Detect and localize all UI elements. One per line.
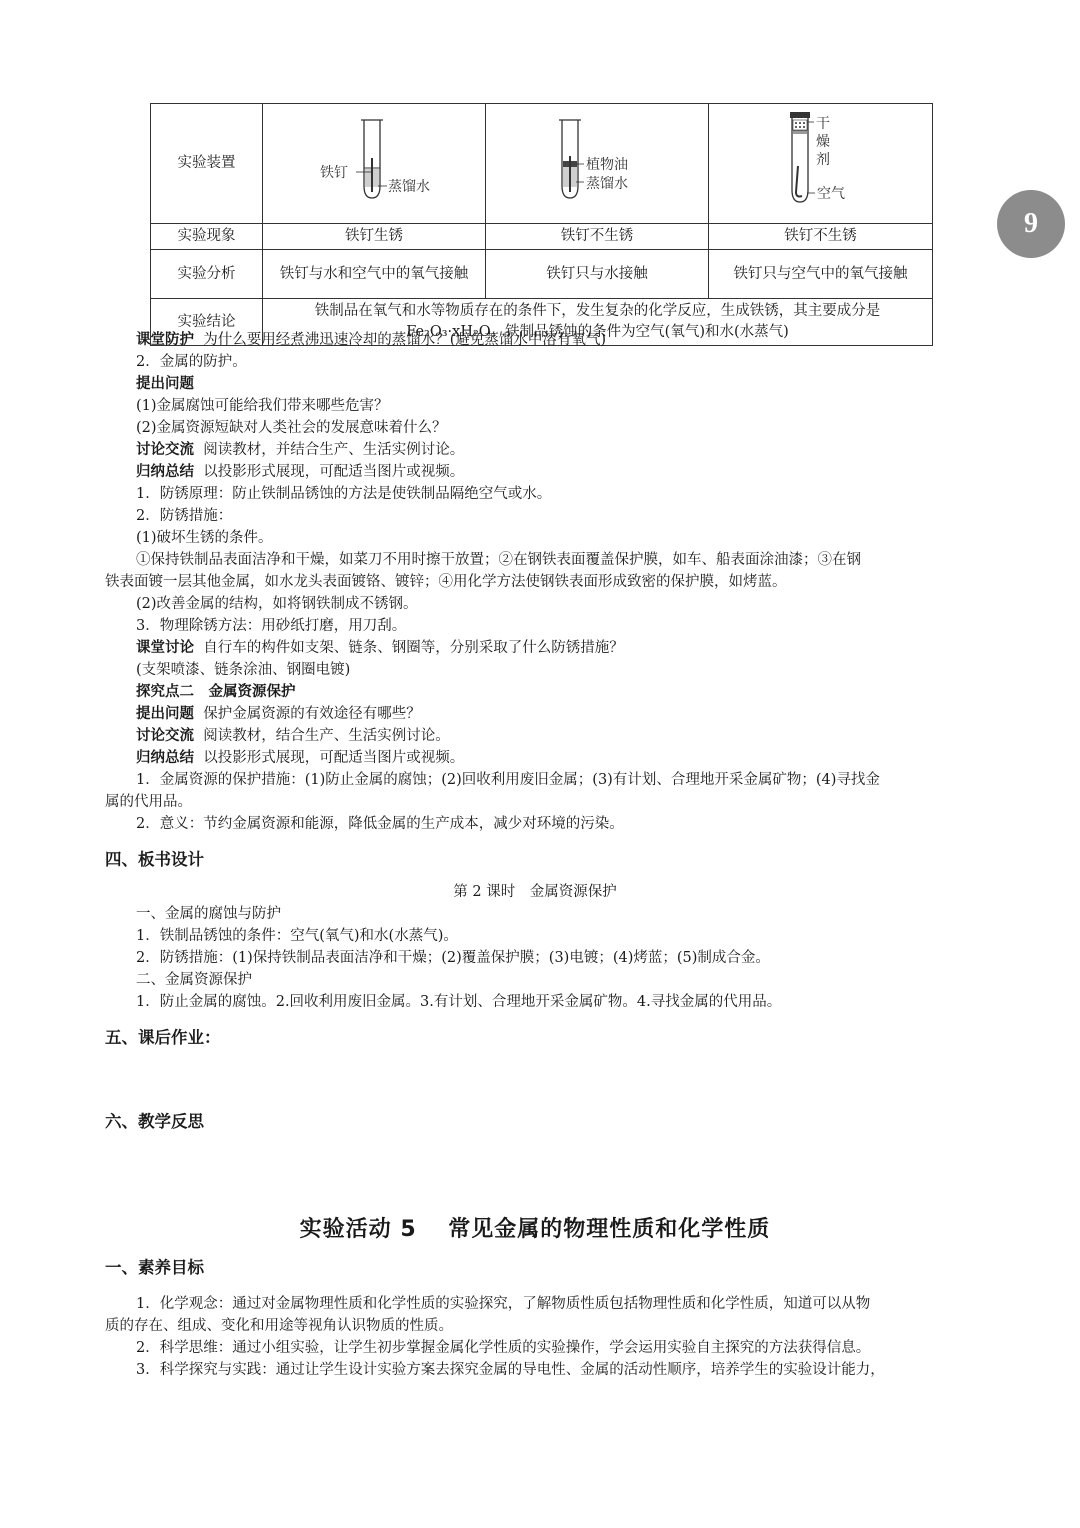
header-analysis: 实验分析 <box>151 250 263 299</box>
page-number-badge: 9 <box>997 190 1065 258</box>
apparatus-row <box>151 104 933 224</box>
paragraph: (1)破坏生锈的条件。 <box>136 530 273 546</box>
board-line: 一、金属的腐蚀与防护 <box>136 906 281 922</box>
svg-text:空气: 空气 <box>816 186 845 202</box>
paragraph: 1．化学观念：通过对金属物理性质和化学性质的实验探究，了解物质性质包括物理性质和化学性质，知道可以从物 <box>136 1296 871 1312</box>
paragraph <box>105 329 965 351</box>
paragraph: 3．科学探究与实践：通过让学生设计实验方案去探究金属的导电性、金属的活动性顺序，培养学生的实验设计能力， <box>136 1362 885 1378</box>
apparatus-tube-1 <box>263 104 486 224</box>
inline-text: 以投影形式展现，可配适当图片或视频。 <box>203 750 465 766</box>
activity-title: 实验活动 5 常见金属的物理性质和化学性质 <box>299 1217 771 1242</box>
paragraph: (支架喷漆、链条涂油、钢圈电镀) <box>136 662 351 678</box>
svg-text:燥: 燥 <box>815 134 830 150</box>
inline-text: 为什么要用经煮沸迅速冷却的蒸馏水？(避免蒸馏水中溶有氧气) <box>203 332 607 348</box>
inline-label: 归纳总结 <box>136 749 194 766</box>
experiment-table <box>150 103 933 346</box>
inline-text: 自行车的构件如支架、链条、钢圈等，分别采取了什么防锈措施？ <box>203 640 624 656</box>
paragraph: 提出问题 <box>136 375 194 392</box>
conclusion-line: 铁制品在氧气和水等物质存在的条件下，发生复杂的化学反应，生成铁锈，其主要成分是 <box>314 303 881 319</box>
paragraph: 1．防锈原理：防止铁制品锈蚀的方法是使铁制品隔绝空气或水。 <box>136 486 552 502</box>
inline-label: 提出问题 <box>136 705 194 722</box>
paragraph: 属的代用品。 <box>105 794 192 810</box>
paragraph: 铁表面镀一层其他金属，如水龙头表面镀铬、镀锌；④用化学方法使钢铁表面形成致密的保护膜，如烤蓝。 <box>105 574 787 590</box>
paragraph: ①保持铁制品表面洁净和干燥，如菜刀不用时擦干放置；②在钢铁表面覆盖保护膜，如车、船表面涂油漆；③在钢 <box>136 552 861 568</box>
svg-text:蒸馏水: 蒸馏水 <box>388 179 430 195</box>
paragraph: 1．金属资源的保护措施：(1)防止金属的腐蚀；(2)回收利用废旧金属；(3)有计划、合理地开采金属矿物；(4)寻找金 <box>136 772 880 788</box>
inline-label: 讨论交流 <box>136 727 194 744</box>
paragraph: (1)金属腐蚀可能给我们带来哪些危害？ <box>136 398 389 414</box>
section-subheading: 探究点二 金属资源保护 <box>136 683 296 700</box>
board-line: 2．防锈措施：(1)保持铁制品表面洁净和干燥；(2)覆盖保护膜；(3)电镀；(4)烤蓝；(5)制成合金。 <box>136 950 770 966</box>
header-apparatus: 实验装置 <box>151 104 263 224</box>
paragraph: (2)金属资源短缺对人类社会的发展意味着什么？ <box>136 420 447 436</box>
svg-text:干: 干 <box>815 116 830 132</box>
paragraph <box>105 637 965 659</box>
analysis-cell: 铁钉只与空气中的氧气接触 <box>709 250 933 299</box>
section-heading: 六、教学反思 <box>105 1112 204 1131</box>
analysis-cell: 铁钉与水和空气中的氧气接触 <box>263 250 486 299</box>
analysis-row <box>151 250 933 299</box>
paragraph: (2)改善金属的结构，如将钢铁制成不锈钢。 <box>136 596 418 612</box>
svg-text:植物油: 植物油 <box>586 157 628 173</box>
svg-text:蒸馏水: 蒸馏水 <box>586 176 628 192</box>
phenomenon-row <box>151 224 933 250</box>
phenomenon-cell: 铁钉不生锈 <box>709 224 933 250</box>
test-tube-oil-icon <box>492 106 702 214</box>
paragraph: 3．物理除锈方法：用砂纸打磨，用刀刮。 <box>136 618 407 634</box>
paragraph: 2．意义：节约金属资源和能源，降低金属的生产成本，减少对环境的污染。 <box>136 816 624 832</box>
inline-label: 课堂防护 <box>136 331 194 348</box>
svg-text:铁钉: 铁钉 <box>320 165 348 181</box>
paragraph: 质的存在、组成、变化和用途等视角认识物质的性质。 <box>105 1318 453 1334</box>
paragraph: 2．科学思维：通过小组实验，让学生初步掌握金属化学性质的实验操作，学会运用实验自主探究的方法获得信息。 <box>136 1340 871 1356</box>
apparatus-tube-2 <box>486 104 709 224</box>
header-phenomenon: 实验现象 <box>151 224 263 250</box>
board-line: 1．防止金属的腐蚀。2.回收利用废旧金属。3.有计划、合理地开采金属矿物。4.寻找金属的代用品。 <box>136 994 782 1010</box>
paragraph <box>105 747 965 769</box>
header-conclusion: 实验结论 <box>151 299 263 346</box>
board-title: 第 2 课时 金属资源保护 <box>453 884 617 900</box>
board-line: 二、金属资源保护 <box>136 972 252 988</box>
paragraph: 2．金属的防护。 <box>136 354 247 370</box>
apparatus-tube-3 <box>709 104 933 224</box>
section-heading: 一、素养目标 <box>105 1258 204 1277</box>
inline-label: 课堂讨论 <box>136 639 194 656</box>
paragraph <box>105 461 965 483</box>
paragraph <box>105 703 965 725</box>
paragraph: 2．防锈措施： <box>136 508 233 524</box>
inline-text: 以投影形式展现，可配适当图片或视频。 <box>203 464 465 480</box>
phenomenon-cell: 铁钉不生锈 <box>486 224 709 250</box>
analysis-cell: 铁钉只与水接触 <box>486 250 709 299</box>
lesson-body <box>105 329 965 1381</box>
section-heading: 五、课后作业： <box>105 1028 221 1047</box>
paragraph <box>105 725 965 747</box>
conclusion-line: Fe₂O₃·xH₂O。铁制品锈蚀的条件为空气(氧气)和水(水蒸气) <box>406 324 789 340</box>
inline-label: 归纳总结 <box>136 463 194 480</box>
section-heading: 四、板书设计 <box>105 850 204 869</box>
board-line: 1．铁制品锈蚀的条件：空气(氧气)和水(水蒸气)。 <box>136 928 458 944</box>
paragraph <box>105 439 965 461</box>
inline-text: 阅读教材，并结合生产、生活实例讨论。 <box>203 442 465 458</box>
inline-text: 阅读教材，结合生产、生活实例讨论。 <box>203 728 450 744</box>
test-tube-desiccant-icon <box>716 106 926 214</box>
svg-text:剂: 剂 <box>815 152 830 168</box>
inline-text: 保护金属资源的有效途径有哪些？ <box>203 706 421 722</box>
test-tube-water-icon <box>269 106 479 214</box>
phenomenon-cell: 铁钉生锈 <box>263 224 486 250</box>
inline-label: 讨论交流 <box>136 441 194 458</box>
